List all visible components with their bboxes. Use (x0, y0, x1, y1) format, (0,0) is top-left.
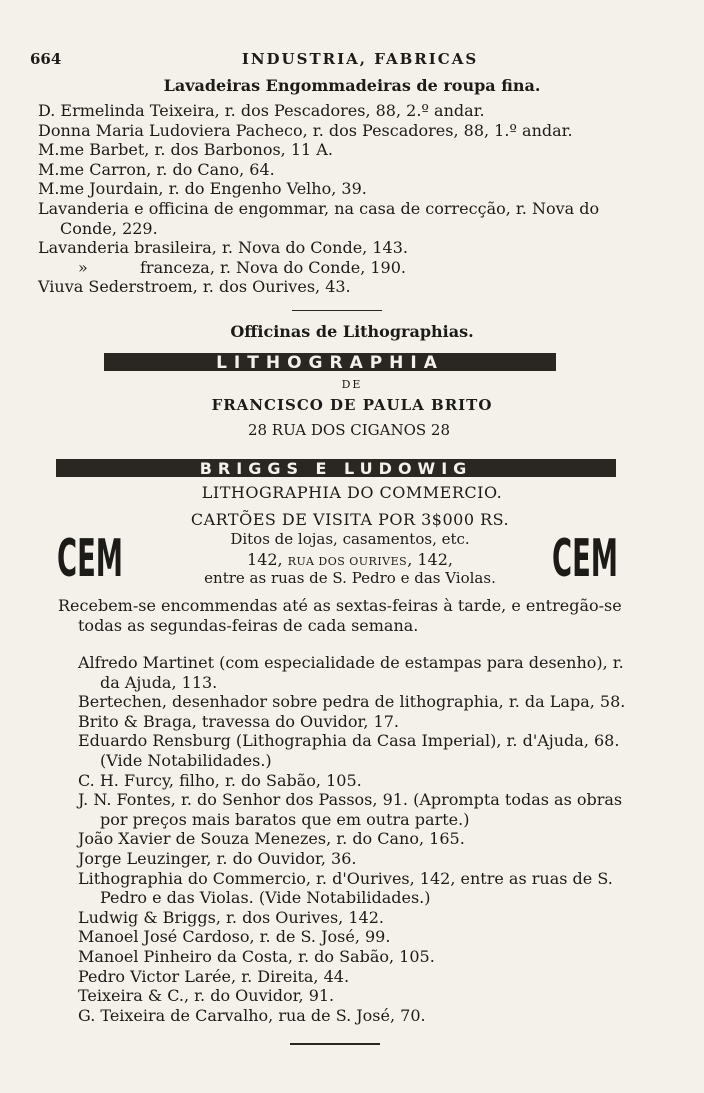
section-title-lithographias: Officinas de Lithographias. (230, 322, 474, 341)
page-header (30, 50, 650, 74)
list-item: Viuva Sederstroem, r. dos Ourives, 43. (38, 277, 351, 297)
banner-text-lithographia: LITHOGRAPHIA (216, 353, 444, 373)
ad2-line3-num1: 142, (247, 550, 283, 569)
briggs-banner (56, 455, 616, 481)
list-item: Jorge Leuzinger, r. do Ouvidor, 36. (78, 848, 357, 868)
list-item: Teixeira & C., r. do Ouvidor, 91. (78, 986, 335, 1006)
ad2-note-line2: todas as segundas-feiras de cada semana. (78, 615, 419, 635)
list-item: Manoel José Cardoso, r. de S. José, 99. (78, 927, 391, 947)
banner-text-briggs: BRIGGS E LUDOWIG (199, 459, 473, 478)
ad1-name: FRANCISCO DE PAULA BRITO (211, 396, 493, 414)
ad1-address: 28 RUA DOS CIGANOS 28 (247, 421, 451, 439)
ad1-de: DE (341, 378, 363, 391)
list-item: Ludwig & Briggs, r. dos Ourives, 142. (78, 907, 384, 927)
ad2-subtitle: LITHOGRAPHIA DO COMMERCIO. (201, 483, 503, 502)
list-item: João Xavier de Souza Menezes, r. do Cano, 165. (78, 829, 465, 849)
ad2-line1: CARTÕES DE VISITA POR 3$000 RS. (190, 510, 510, 529)
ad2-line4: entre as ruas de S. Pedro e das Violas. (204, 569, 496, 587)
list-item: M.me Carron, r. do Cano, 64. (38, 159, 275, 179)
page-number: 664 (30, 50, 62, 68)
cem-right (550, 512, 620, 589)
list-item: Pedro Victor Larée, r. Direita, 44. (78, 966, 350, 986)
list-item: C. H. Furcy, filho, r. do Sabão, 105. (78, 770, 362, 790)
list-item: M.me Barbet, r. dos Barbonos, 11 A. (38, 140, 333, 160)
cem-left-text: CEM (57, 529, 123, 589)
cem-left (55, 512, 125, 589)
cem-right-text: CEM (552, 529, 618, 589)
list-item: G. Teixeira de Carvalho, rua de S. José, 70. (78, 1005, 426, 1025)
list-item: Manoel Pinheiro da Costa, r. do Sabão, 105. (78, 946, 435, 966)
list-item: Donna Maria Ludoviera Pacheco, r. dos Pescadores, 88, 1.º andar. (38, 120, 573, 140)
ad2-line2: Ditos de lojas, casamentos, etc. (230, 530, 470, 548)
end-divider (290, 1043, 380, 1045)
ad2-note-line1: Recebem-se encommendas até as sextas-feiras à tarde, e entregão-se (58, 596, 622, 615)
list-item: Brito & Braga, travessa do Ouvidor, 17. (78, 711, 399, 731)
list-item: Alfredo Martinet (com especialidade de estampas para desenho), r. da Ajuda, 113. (78, 653, 624, 692)
list-item: D. Ermelinda Teixeira, r. dos Pescadores, 88, 2.º andar. (38, 101, 485, 120)
section2-entries (78, 653, 634, 1025)
list-item: Bertechen, desenhador sobre pedra de lithographia, r. da Lapa, 58. (78, 692, 626, 712)
ad2-note (58, 596, 658, 635)
section1-entries (38, 101, 628, 297)
ditto-mark: » (78, 257, 88, 277)
list-item: M.me Jourdain, r. do Engenho Velho, 39. (38, 179, 367, 199)
list-item: Lavanderia brasileira, r. Nova do Conde, 143. (38, 238, 408, 258)
running-title: INDUSTRIA, FABRICAS (241, 50, 479, 68)
list-item: Lavanderia e officina de engommar, na casa de correcção, r. Nova do Conde, 229. (38, 198, 600, 238)
list-item: Eduardo Rensburg (Lithographia da Casa Imperial), r. d'Ajuda, 68. (Vide Notabilidades.) (78, 731, 620, 770)
ad2-line3 (150, 550, 550, 569)
section-divider (292, 310, 382, 311)
lithographia-banner (104, 347, 556, 377)
list-item: J. N. Fontes, r. do Senhor dos Passos, 91. (Apromptа todas as obras por preços mais baratos que em outra parte.) (78, 790, 623, 829)
ad2-line3-num2: , 142, (407, 550, 453, 569)
list-item: Lithographia do Commercio, r. d'Ourives, 142, entre as ruas de S. Pedro e das Violas. (Vide Notabilidades.) (78, 868, 613, 908)
section-title-lavadeiras: Lavadeiras Engommadeiras de roupa fina. (163, 76, 541, 95)
ad2-line3-street: RUA DOS OURIVES (287, 555, 408, 568)
list-item-ditto (38, 258, 628, 278)
ditto-text: franceza, r. Nova do Conde, 190. (140, 257, 406, 277)
